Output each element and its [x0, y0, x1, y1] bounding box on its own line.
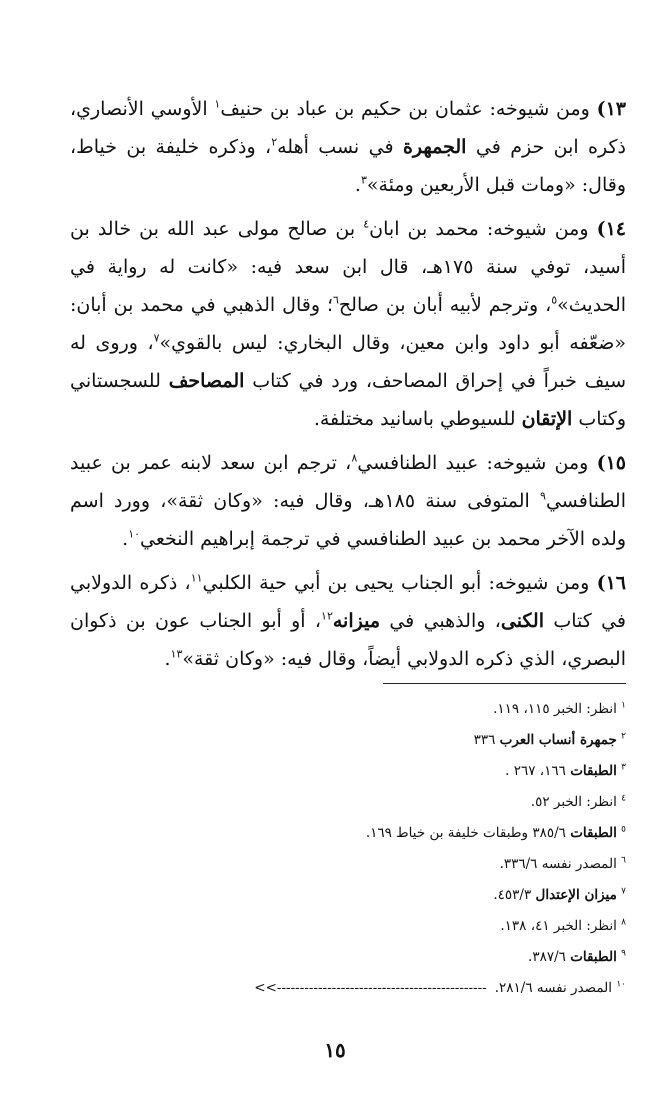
text-run: ومن شيوخه: محمد بن ابان: [369, 218, 597, 240]
text-run: للسجستاني وكتاب: [70, 370, 626, 430]
entry-16: [70, 564, 626, 678]
footnote-number: ٧: [621, 886, 626, 897]
footnote-ref: ٩: [540, 489, 546, 503]
footnote-source: ميزان الإعتدال: [535, 887, 617, 903]
footnotes: [70, 694, 626, 1004]
text-run: ، وذكره خليفة بن خياط، وقال: «ومات قبل الأربعين ومئة»: [70, 136, 626, 196]
book-title: الجمهرة: [402, 136, 467, 158]
footnote-text: ٣٣٦: [473, 732, 500, 748]
book-title: الكنى: [500, 610, 544, 632]
footnote: [70, 787, 626, 818]
text-run: ، ترجم ابن سعد لابنه عمر بن عبيد الطنافسي: [70, 452, 626, 512]
footnote-ref: ٥: [551, 293, 558, 307]
text-run: ومن شيوخه: عبيد الطنافسي: [357, 452, 597, 474]
footnote-text: انظر: الخبر ٤١، ١٣٨.: [500, 918, 617, 934]
text-run: للسيوطي باسانيد مختلفة.: [313, 408, 522, 430]
continuation-marker: <<----------------------------------------------: [254, 980, 487, 996]
footnote-text: انظر: الخبر ٥٢.: [530, 794, 617, 810]
footnote-ref: ١٢: [321, 609, 333, 623]
footnote: [70, 880, 626, 911]
footnote-separator: [383, 683, 626, 684]
footnote-text: ٣٨٥/٦ وطبقات خليفة بن خياط ١٦٩.: [365, 825, 571, 841]
text-run: ومن شيوخه: أبو الجناب يحيى بن أبي حية الكلبي: [202, 572, 597, 594]
text-run: ، ذكره الدولابي في كتاب: [70, 572, 627, 632]
footnote: [70, 973, 626, 1004]
entry-number: ١٦): [596, 572, 626, 594]
footnote: [70, 849, 626, 880]
footnote-text: المصدر نفسه ٢٨١/٦.: [494, 980, 613, 996]
footnote: [70, 942, 626, 973]
text-run: المتوفى سنة ١٨٥هـ، وقال فيه: «وكان ثقة»، وورد اسم ولده الآخر محمد بن عبيد الطنافسي في ترجمة إبراهيم النخعي: [70, 490, 626, 550]
footnote-ref: ٣: [360, 173, 367, 187]
footnote-text: ٤٥٣/٣.: [493, 887, 536, 903]
footnote: [70, 756, 626, 787]
footnote-ref: ٢: [271, 135, 278, 149]
entry-14: [70, 210, 626, 438]
entry-number: ١٥): [596, 452, 626, 474]
footnote-ref: ٧: [153, 331, 160, 345]
book-title: الإتقان: [521, 408, 573, 430]
text-run: .: [122, 528, 129, 550]
footnote-text: المصدر نفسه ٣٣٦/٦.: [499, 856, 617, 872]
footnote: [70, 725, 626, 756]
footnote-ref: ٤: [363, 217, 370, 231]
footnote-text: ٣٨٧/٦.: [528, 949, 571, 965]
footnote-number: ١٠: [616, 979, 626, 990]
text-run: بن صالح مولى عبد الله بن خالد بن أسيد، توفي سنة ١٧٥هـ، قال ابن سعد فيه: «كانت له رواية في الحديث»: [70, 218, 627, 316]
footnote-source: الطبقات: [570, 949, 617, 965]
footnote-ref: ١٣: [170, 647, 183, 661]
text-run: ، وروى له سيف خبراً في إحراق المصاحف، ورد في كتاب: [70, 332, 626, 392]
text-run: ، أو أبو الجناب عون بن ذكوان البصري، الذي ذكره الدولابي أيضاً، وقال فيه: «وكان ثقة»: [70, 610, 626, 670]
footnote-number: ٣: [621, 762, 626, 773]
footnote-text: انظر: الخبر ١١٥، ١١٩.: [493, 701, 617, 717]
footnote-text: ١٦٦، ٢٦٧ .: [505, 763, 571, 779]
footnote-source: الطبقات: [570, 825, 617, 841]
entry-number: ١٣): [596, 98, 626, 120]
main-text: [70, 90, 626, 684]
footnote-ref: ١١: [190, 571, 203, 585]
entry-15: [70, 444, 626, 558]
footnote: [70, 911, 626, 942]
footnote-number: ٩: [621, 948, 626, 959]
footnote-source: جمهرة أنساب العرب: [499, 732, 617, 748]
entry-number: ١٤): [596, 218, 626, 240]
text-run: ، والذهبي في: [380, 610, 501, 632]
text-run: ؛ وقال الذهبي في محمد بن أبان: «ضعّفه أبو داود وابن معين، وقال البخاري: ليس بالقوي»: [70, 294, 626, 354]
text-run: .: [354, 174, 361, 196]
text-run: .: [164, 648, 171, 670]
footnote-number: ٥: [621, 824, 626, 835]
text-run: ومن شيوخه: عثمان بن حكيم بن عباد بن حنيف: [220, 98, 597, 120]
footnote-source: الطبقات: [570, 763, 617, 779]
footnote-ref: ٨: [351, 451, 358, 465]
text-run: الأوسي الأنصاري، ذكره ابن حزم في: [70, 98, 627, 158]
footnote: [70, 818, 626, 849]
footnote-ref: ١: [214, 97, 221, 111]
entry-13: [70, 90, 626, 204]
footnote-number: ١: [621, 700, 626, 711]
footnote-ref: ١٠: [128, 527, 141, 541]
footnote-number: ٤: [621, 793, 626, 804]
footnote-number: ٢: [621, 731, 626, 742]
page-number: ١٥: [324, 1038, 346, 1062]
footnote-number: ٦: [621, 855, 626, 866]
footnote-number: ٨: [621, 917, 626, 928]
book-title: ميزانه: [332, 610, 381, 632]
text-run: في نسب أهله: [277, 136, 403, 158]
footnote-ref: ٦: [333, 293, 339, 307]
text-run: ، وترجم لأبيه أبان بن صالح: [338, 294, 552, 316]
book-title: المصاحف: [168, 370, 245, 392]
footnote: [70, 694, 626, 725]
